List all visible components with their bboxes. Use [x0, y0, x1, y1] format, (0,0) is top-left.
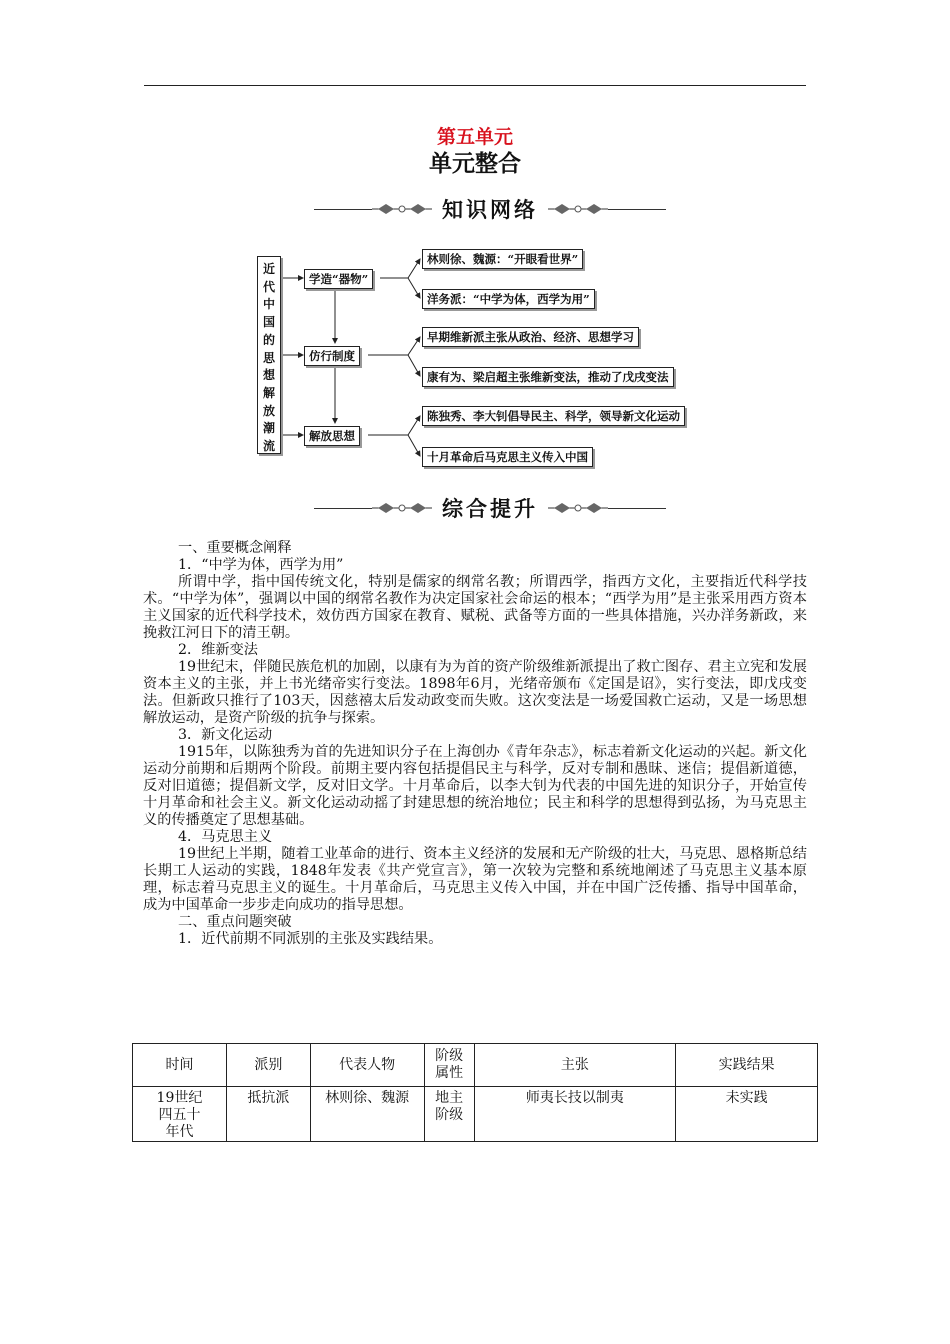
divider-left	[314, 209, 372, 210]
paragraph: 所谓中学，指中国传统文化，特别是儒家的纲常名教；所谓西学，指西方文化，主要指近代科学技术。“中学为体”，强调以中国的纲常名教作为决定国家社会命运的根本；“西学为用”是主张采用西方资本主义国家的近代科学技术，效仿西方国家在教育、赋税、武备等方面的一些具体措施，兴办洋务新政，来挽救江河日下的清王朝。	[143, 574, 807, 641]
heading-1: 一、重要概念阐释	[178, 540, 292, 556]
comparison-table	[132, 1043, 818, 1142]
ornament-icon	[372, 203, 432, 215]
stage-box: 学造“器物”	[304, 269, 373, 289]
table-header-cell: 时间	[133, 1044, 227, 1087]
ornament-icon	[548, 203, 608, 215]
table-header-cell: 派别	[226, 1044, 310, 1087]
question: 1．近代前期不同派别的主张及实践结果。	[178, 931, 443, 947]
table-cell	[424, 1087, 474, 1142]
stage-box: 解放思想	[304, 426, 360, 446]
ornament-icon	[372, 502, 432, 514]
heading-2: 二、重点问题突破	[178, 914, 292, 930]
section-heading-network	[314, 194, 666, 224]
knowledge-diagram	[250, 244, 730, 470]
paragraph: 19世纪末，伴随民族危机的加剧，以康有为为首的资产阶级维新派提出了救亡图存、君主立宪和发展资本主义的主张，并上书光绪帝实行变法。1898年6月，光绪帝颁布《定国是诏》，实行变法，即戊戌变法。但新政只推行了103天，因慈禧太后发动政变而失败。这次变法是一场爱国救亡运动，又是一场思想解放运动，是资产阶级的抗争与探索。	[143, 659, 807, 726]
table-header-cell	[424, 1044, 474, 1087]
table-header-row	[133, 1044, 818, 1087]
detail-box: 早期维新派主张从政治、经济、思想学习	[422, 327, 639, 347]
ornament-icon	[548, 502, 608, 514]
table-cell: 师夷长技以制夷	[474, 1087, 676, 1142]
table-cell: 林则徐、魏源	[310, 1087, 424, 1142]
paragraph: 1915年，以陈独秀为首的先进知识分子在上海创办《青年杂志》，标志着新文化运动的兴起。新文化运动分前期和后期两个阶段。前期主要内容包括提倡民主与科学，反对专制和愚昧、迷信；提倡新道德，反对旧道德；提倡新文学，反对旧文学。十月革命后，以李大钊为代表的中国先进的知识分子，开始宣传十月革命和社会主义。新文化运动动摇了封建思想的统治地位；民主和科学的思想得到弘扬，为马克思主义的传播奠定了思想基础。	[143, 744, 807, 828]
table-cell: 抵抗派	[226, 1087, 310, 1142]
diagram-root: 近 代 中 国 的 思 想 解 放 潮 流	[257, 256, 281, 454]
header-text: 阶级属性	[435, 1048, 464, 1081]
divider-left	[314, 508, 372, 509]
table-header-cell: 主张	[474, 1044, 676, 1087]
detail-box: 陈独秀、李大钊倡导民主、科学，领导新文化运动	[422, 406, 685, 426]
body-text	[143, 540, 807, 948]
table-header-cell: 代表人物	[310, 1044, 424, 1087]
table-row	[133, 1087, 818, 1142]
table-cell: 未实践	[676, 1087, 818, 1142]
paragraph: 19世纪上半期，随着工业革命的进行、资本主义经济的发展和无产阶级的壮大，马克思、恩格斯总结长期工人运动的实践，1848年发表《共产党宣言》，第一次较为完整和系统地阐述了马克思主义基本原理，标志着马克思主义的诞生。十月革命后，马克思主义传入中国，并在中国广泛传播、指导中国革命，成为中国革命一步步走向成功的指导思想。	[143, 846, 807, 913]
cell-text: 19世纪四五十年代	[156, 1090, 203, 1140]
divider-right	[608, 508, 666, 509]
section-title: 综合提升	[442, 497, 538, 521]
top-rule	[144, 85, 806, 86]
detail-box: 林则徐、魏源：“开眼看世界”	[422, 249, 583, 269]
detail-box: 洋务派：“中学为体，西学为用”	[422, 289, 595, 309]
stage-box: 仿行制度	[304, 346, 360, 366]
detail-box: 十月革命后马克思主义传入中国	[422, 447, 593, 467]
detail-box: 康有为、梁启超主张维新变法，推动了戊戌变法	[422, 367, 674, 387]
page-title: 单元整合	[429, 150, 521, 177]
subheading: 4．马克思主义	[178, 829, 273, 845]
table-header-cell: 实践结果	[676, 1044, 818, 1087]
subheading: 3．新文化运动	[178, 727, 273, 743]
unit-heading: 第五单元	[436, 126, 513, 148]
divider-right	[608, 209, 666, 210]
subheading: 2．维新变法	[178, 642, 258, 658]
section-heading-improve	[314, 493, 666, 523]
table-cell	[133, 1087, 227, 1142]
section-title: 知识网络	[442, 198, 538, 222]
subheading: 1．“中学为体，西学为用”	[178, 557, 344, 573]
cell-text: 地主阶级	[435, 1090, 464, 1123]
